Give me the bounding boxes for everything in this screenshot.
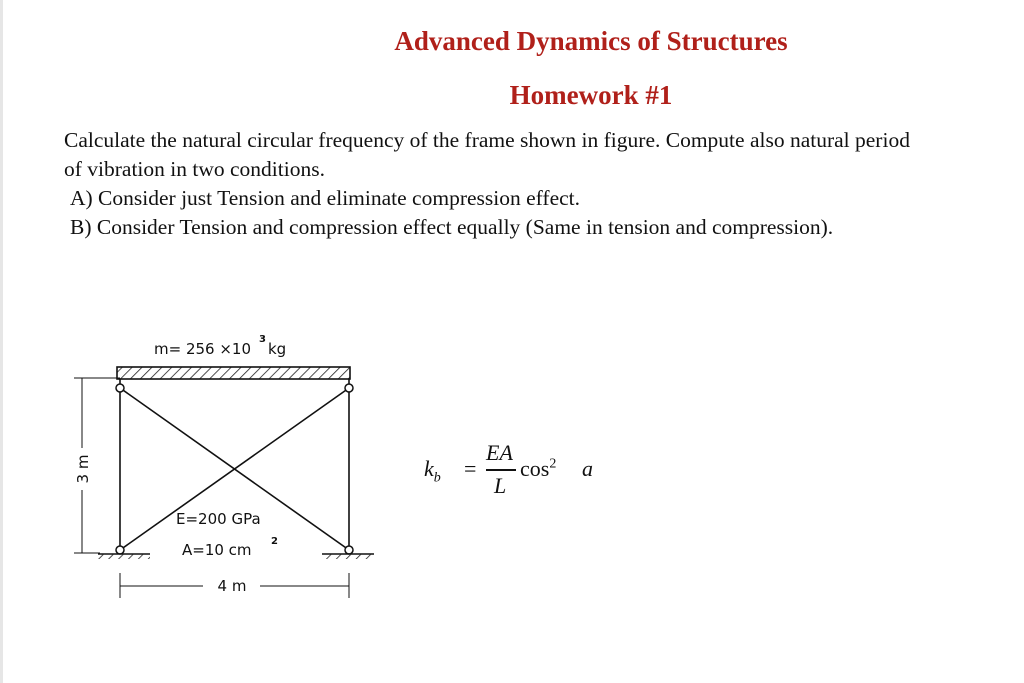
formula-equals: =: [464, 456, 477, 481]
page-title: Advanced Dynamics of Structures: [394, 26, 788, 56]
mass-exponent: 3: [259, 334, 266, 345]
condition-a: A) Consider just Tension and eliminate compression effect.: [70, 186, 581, 210]
pin-bottom-right: [345, 546, 353, 554]
frame-diagram: [60, 320, 390, 610]
problem-line-2: of vibration in two conditions.: [64, 157, 325, 181]
formula-lhs: $k_b$: [424, 456, 441, 486]
height-label: 3 m: [74, 454, 92, 484]
right-support: [322, 554, 374, 559]
width-label: 4 m: [217, 577, 247, 595]
homework-subtitle: Homework #1: [509, 80, 673, 110]
problem-line-1: Calculate the natural circular frequency of the frame shown in figure. Compute also natural period: [64, 128, 910, 152]
pin-bottom-left: [116, 546, 124, 554]
mass-unit: kg: [268, 340, 287, 358]
condition-b: B) Consider Tension and compression effect equally (Same in tension and compression).: [70, 215, 834, 239]
brace-stiffness-formula: [424, 440, 614, 510]
problem-statement: [64, 126, 1024, 242]
formula-numerator: EA: [486, 440, 513, 465]
modulus-label: E=200 GPa: [176, 510, 261, 528]
pin-top-left: [116, 384, 124, 392]
formula-trig: $\cos^2$: [520, 456, 557, 481]
mass-label: m= 256 ×10: [154, 340, 252, 358]
pin-top-right: [345, 384, 353, 392]
area-exponent: 2: [271, 536, 278, 547]
formula-denominator: L: [494, 473, 507, 498]
rigid-girder: [117, 367, 350, 379]
left-support: [98, 554, 150, 559]
area-label: A=10 cm: [182, 541, 252, 559]
formula-angle: a: [582, 456, 593, 481]
fraction-bar: [486, 469, 516, 471]
